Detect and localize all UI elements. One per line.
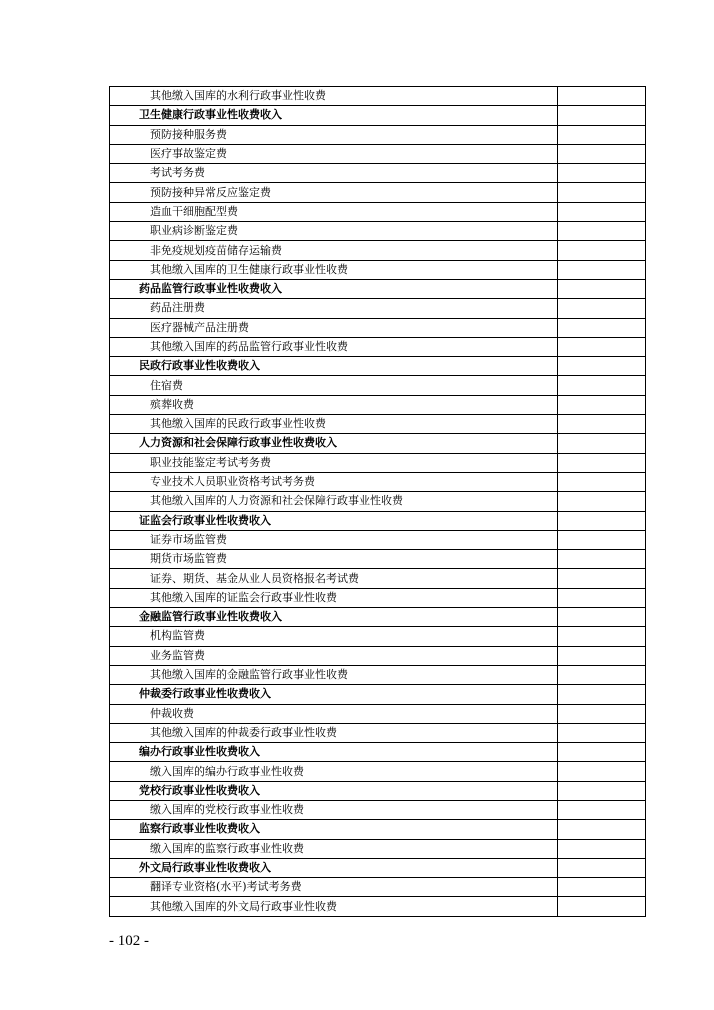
item-label: 期货市场监管费 xyxy=(110,550,558,569)
amount-cell xyxy=(558,376,646,395)
amount-cell xyxy=(558,627,646,646)
amount-cell xyxy=(558,222,646,241)
item-row xyxy=(110,395,646,414)
item-row xyxy=(110,550,646,569)
amount-cell xyxy=(558,530,646,549)
item-row xyxy=(110,530,646,549)
item-label: 造血干细胞配型费 xyxy=(110,202,558,221)
item-label: 职业病诊断鉴定费 xyxy=(110,222,558,241)
item-row xyxy=(110,472,646,491)
category-label: 民政行政事业性收费收入 xyxy=(110,357,558,376)
item-row xyxy=(110,164,646,183)
item-label: 医疗器械产品注册费 xyxy=(110,318,558,337)
item-label: 预防接种异常反应鉴定费 xyxy=(110,183,558,202)
item-row xyxy=(110,665,646,684)
category-label: 人力资源和社会保障行政事业性收费收入 xyxy=(110,434,558,453)
category-label: 仲裁委行政事业性收费收入 xyxy=(110,685,558,704)
category-label: 党校行政事业性收费收入 xyxy=(110,781,558,800)
item-label: 仲裁收费 xyxy=(110,704,558,723)
category-row xyxy=(110,858,646,877)
category-label: 卫生健康行政事业性收费收入 xyxy=(110,106,558,125)
item-label: 药品注册费 xyxy=(110,299,558,318)
amount-cell xyxy=(558,743,646,762)
item-label: 其他缴入国库的药品监管行政事业性收费 xyxy=(110,337,558,356)
amount-cell xyxy=(558,183,646,202)
category-row xyxy=(110,357,646,376)
item-row xyxy=(110,723,646,742)
item-label: 其他缴入国库的人力资源和社会保障行政事业性收费 xyxy=(110,492,558,511)
amount-cell xyxy=(558,781,646,800)
amount-cell xyxy=(558,472,646,491)
item-label: 翻译专业资格(水平)考试考务费 xyxy=(110,878,558,897)
item-label: 其他缴入国库的金融监管行政事业性收费 xyxy=(110,665,558,684)
amount-cell xyxy=(558,858,646,877)
category-row xyxy=(110,106,646,125)
item-row xyxy=(110,260,646,279)
amount-cell xyxy=(558,202,646,221)
category-row xyxy=(110,511,646,530)
item-label: 其他缴入国库的卫生健康行政事业性收费 xyxy=(110,260,558,279)
amount-cell xyxy=(558,241,646,260)
amount-cell xyxy=(558,897,646,916)
item-row xyxy=(110,569,646,588)
amount-cell xyxy=(558,299,646,318)
amount-cell xyxy=(558,415,646,434)
item-label: 其他缴入国库的外文局行政事业性收费 xyxy=(110,897,558,916)
amount-cell xyxy=(558,164,646,183)
amount-cell xyxy=(558,125,646,144)
amount-cell xyxy=(558,550,646,569)
item-row xyxy=(110,318,646,337)
revenue-table xyxy=(109,86,646,917)
amount-cell xyxy=(558,260,646,279)
item-label: 其他缴入国库的民政行政事业性收费 xyxy=(110,415,558,434)
item-label: 机构监管费 xyxy=(110,627,558,646)
item-row xyxy=(110,492,646,511)
amount-cell xyxy=(558,685,646,704)
item-label: 证券、期货、基金从业人员资格报名考试费 xyxy=(110,569,558,588)
amount-cell xyxy=(558,106,646,125)
page-number: - 102 - xyxy=(109,933,149,949)
item-row xyxy=(110,241,646,260)
amount-cell xyxy=(558,878,646,897)
item-label: 殡葬收费 xyxy=(110,395,558,414)
item-row xyxy=(110,337,646,356)
amount-cell xyxy=(558,434,646,453)
amount-cell xyxy=(558,820,646,839)
item-row xyxy=(110,202,646,221)
amount-cell xyxy=(558,357,646,376)
category-label: 金融监管行政事业性收费收入 xyxy=(110,608,558,627)
category-row xyxy=(110,434,646,453)
amount-cell xyxy=(558,588,646,607)
amount-cell xyxy=(558,395,646,414)
item-label: 职业技能鉴定考试考务费 xyxy=(110,453,558,472)
item-label: 考试考务费 xyxy=(110,164,558,183)
revenue-table-body xyxy=(110,87,646,917)
item-row xyxy=(110,453,646,472)
item-label: 专业技术人员职业资格考试考务费 xyxy=(110,472,558,491)
item-row xyxy=(110,588,646,607)
item-row xyxy=(110,627,646,646)
amount-cell xyxy=(558,762,646,781)
amount-cell xyxy=(558,144,646,163)
item-label: 缴入国库的监察行政事业性收费 xyxy=(110,839,558,858)
item-label: 证券市场监管费 xyxy=(110,530,558,549)
item-row xyxy=(110,800,646,819)
item-label: 预防接种服务费 xyxy=(110,125,558,144)
category-row xyxy=(110,743,646,762)
item-row xyxy=(110,87,646,106)
amount-cell xyxy=(558,800,646,819)
amount-cell xyxy=(558,337,646,356)
amount-cell xyxy=(558,318,646,337)
item-label: 业务监管费 xyxy=(110,646,558,665)
category-label: 证监会行政事业性收费收入 xyxy=(110,511,558,530)
amount-cell xyxy=(558,723,646,742)
category-row xyxy=(110,820,646,839)
item-label: 其他缴入国库的仲裁委行政事业性收费 xyxy=(110,723,558,742)
category-row xyxy=(110,608,646,627)
category-label: 监察行政事业性收费收入 xyxy=(110,820,558,839)
item-row xyxy=(110,839,646,858)
amount-cell xyxy=(558,569,646,588)
item-row xyxy=(110,144,646,163)
item-row xyxy=(110,762,646,781)
item-label: 缴入国库的编办行政事业性收费 xyxy=(110,762,558,781)
item-row xyxy=(110,183,646,202)
item-row xyxy=(110,415,646,434)
category-row xyxy=(110,279,646,298)
amount-cell xyxy=(558,279,646,298)
category-row xyxy=(110,685,646,704)
item-label: 其他缴入国库的证监会行政事业性收费 xyxy=(110,588,558,607)
amount-cell xyxy=(558,646,646,665)
amount-cell xyxy=(558,453,646,472)
item-label: 其他缴入国库的水利行政事业性收费 xyxy=(110,87,558,106)
amount-cell xyxy=(558,87,646,106)
amount-cell xyxy=(558,704,646,723)
item-label: 医疗事故鉴定费 xyxy=(110,144,558,163)
category-label: 编办行政事业性收费收入 xyxy=(110,743,558,762)
item-row xyxy=(110,897,646,916)
item-label: 非免疫规划疫苗储存运输费 xyxy=(110,241,558,260)
item-row xyxy=(110,125,646,144)
item-row xyxy=(110,299,646,318)
category-label: 药品监管行政事业性收费收入 xyxy=(110,279,558,298)
item-row xyxy=(110,878,646,897)
amount-cell xyxy=(558,608,646,627)
amount-cell xyxy=(558,839,646,858)
item-row xyxy=(110,222,646,241)
item-row xyxy=(110,646,646,665)
item-row xyxy=(110,376,646,395)
amount-cell xyxy=(558,492,646,511)
category-row xyxy=(110,781,646,800)
item-row xyxy=(110,704,646,723)
item-label: 缴入国库的党校行政事业性收费 xyxy=(110,800,558,819)
amount-cell xyxy=(558,665,646,684)
item-label: 住宿费 xyxy=(110,376,558,395)
amount-cell xyxy=(558,511,646,530)
category-label: 外文局行政事业性收费收入 xyxy=(110,858,558,877)
